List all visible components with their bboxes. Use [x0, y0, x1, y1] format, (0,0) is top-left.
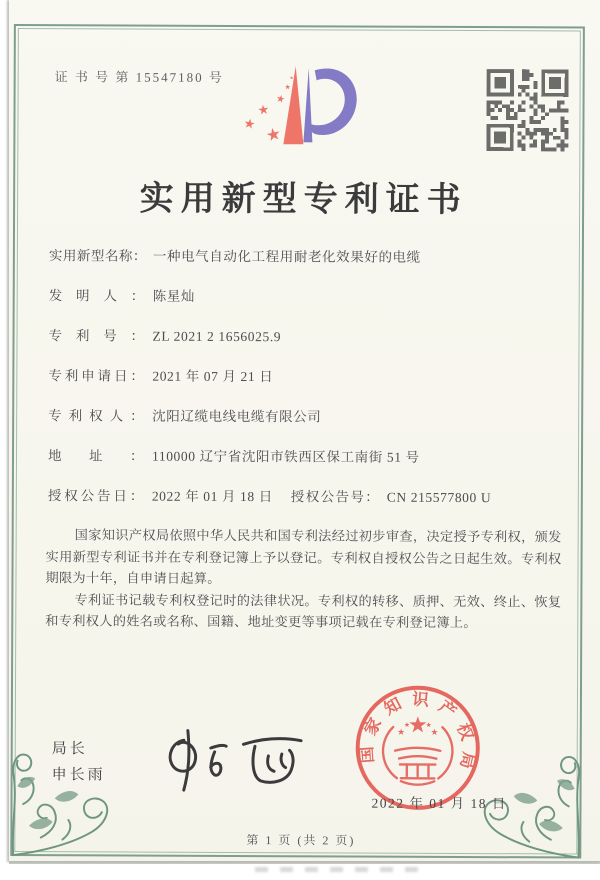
field-value: 沈阳辽缆电线电缆有限公司 — [152, 408, 322, 425]
field-label: 专利申请日： — [48, 368, 145, 384]
star-icon: ★ — [264, 123, 284, 147]
field-label: 授权公告日： — [47, 488, 144, 504]
field-value: ZL 2021 2 1656025.9 — [152, 328, 282, 345]
field-label: 地址： — [47, 448, 145, 464]
certificate-paper — [9, 0, 600, 862]
qr-code — [486, 69, 568, 151]
star-icon: ★ — [403, 721, 411, 730]
national-emblem-icon — [383, 716, 453, 785]
field-row-utility-name — [49, 248, 571, 265]
logo-p-curve — [310, 68, 357, 135]
star-icon: ★ — [256, 102, 271, 119]
star-icon: ★ — [430, 728, 439, 739]
seal-text: 国家知识产权局 — [356, 689, 479, 773]
field-value: 陈星灿 — [152, 288, 196, 304]
field-label: 专利权人： — [48, 408, 145, 424]
legal-paragraph-1: 国家知识产权局依照中华人民共和国专利法经过初步审查，决定授予专利权，颁发实用新型专利证书并在专利登记簿上予以登记。专利权自授权公告之日起生效。专利权期限为十年，自申请日起算。 — [45, 527, 562, 586]
star-icon: ★ — [289, 76, 294, 82]
next-page-ghost-marks — [255, 867, 423, 872]
field-value: 2022 年 01 月 18 日 — [151, 488, 273, 505]
officer-role: 局长 — [51, 740, 88, 758]
emblem-big-star — [409, 716, 426, 732]
certificate-title: 实用新型专利证书 — [139, 180, 468, 220]
field-row-address — [48, 448, 570, 465]
cnipa-logo-icon — [232, 58, 367, 169]
field-list — [48, 248, 571, 505]
legal-text — [45, 524, 561, 634]
field-row-filing-date — [48, 368, 570, 385]
field-row-patentee — [48, 408, 570, 425]
field-row-grant — [48, 488, 570, 505]
star-icon: ★ — [425, 721, 432, 730]
certificate-number: 证 书 号 第 15547180 号 — [54, 69, 224, 85]
legal-paragraph-2: 专利证书记载专利权登记时的法律状况。专利权的转移、质押、无效、终止、恢复和专利权人的姓名或名称、国籍、地址变更等事项记载在专利登记簿上。 — [45, 591, 562, 631]
field-row-inventor — [49, 288, 571, 305]
field-label: 授权公告号： — [290, 489, 379, 505]
field-label: 实用新型名称： — [48, 248, 147, 264]
officer-block — [52, 736, 106, 788]
field-value: 110000 辽宁省沈阳市铁西区保工南街 51 号 — [151, 448, 420, 465]
field-value: CN 215577800 U — [386, 489, 492, 506]
field-value: 2021 年 07 月 21 日 — [152, 368, 274, 385]
signature-shen-changyu — [147, 727, 327, 800]
certificate-content — [5, 0, 600, 864]
field-label: 专利号： — [48, 328, 145, 344]
star-icon: ★ — [242, 116, 257, 133]
field-row-patent-number — [49, 328, 571, 345]
field-value: 一种电气自动化工程用耐老化效果好的电缆 — [152, 248, 421, 265]
grant-date-stamp: 2022 年 01 月 18 日 — [371, 795, 507, 812]
page-number: 第 1 页 (共 2 页) — [246, 833, 356, 848]
officer-name: 申长雨 — [51, 766, 106, 784]
logo-purple-wedge — [303, 68, 312, 142]
star-icon: ★ — [284, 83, 291, 92]
star-icon: ★ — [397, 727, 406, 738]
star-icon: ★ — [274, 93, 287, 107]
field-label: 发明人： — [48, 288, 145, 304]
